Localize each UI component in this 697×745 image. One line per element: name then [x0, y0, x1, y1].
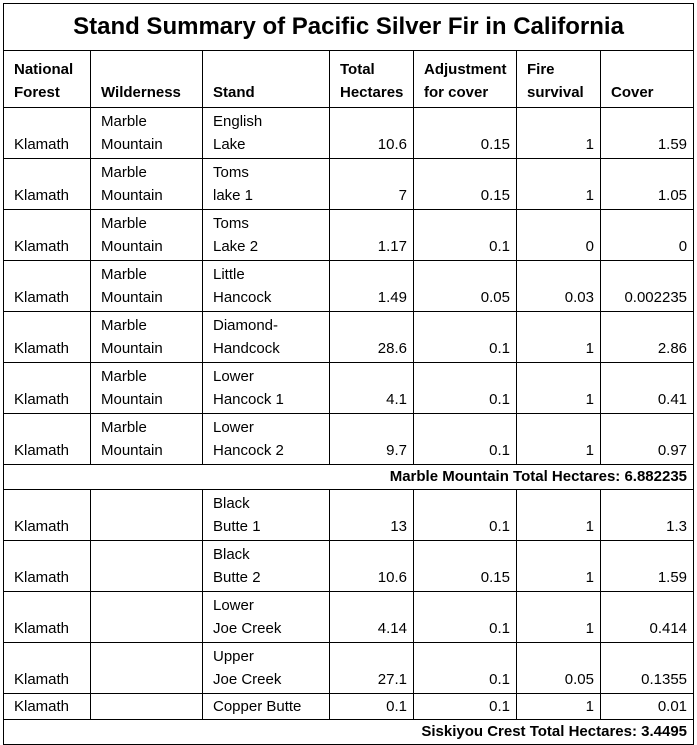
cell-cover: 1.59: [601, 108, 694, 159]
cell-total-hectares: 1.49: [330, 261, 414, 312]
cell-total-hectares: 7: [330, 159, 414, 210]
cell-total-hectares: 0.1: [330, 694, 414, 720]
cell-wilderness: Marble Mountain: [91, 108, 203, 159]
cell-stand: Lower Hancock 1: [203, 363, 330, 414]
cell-wilderness: [91, 541, 203, 592]
cell-stand: Black Butte 1: [203, 490, 330, 541]
cell-cover: 0.002235: [601, 261, 694, 312]
cell-fire-survival: 0.03: [517, 261, 601, 312]
cell-fire-survival: 1: [517, 490, 601, 541]
siskiyou-crest-group: [4, 490, 694, 720]
table-row: [4, 108, 694, 159]
cell-stand: Lower Hancock 2: [203, 414, 330, 465]
cell-fire-survival: 0: [517, 210, 601, 261]
table-title: Stand Summary of Pacific Silver Fir in California: [4, 4, 694, 51]
cell-stand: Diamond- Handcock: [203, 312, 330, 363]
cell-cover: 1.59: [601, 541, 694, 592]
header-adjustment: Adjustment for cover: [414, 51, 517, 108]
cell-fire-survival: 1: [517, 592, 601, 643]
cell-national-forest: Klamath: [4, 312, 91, 363]
cell-fire-survival: 1: [517, 108, 601, 159]
cell-fire-survival: 1: [517, 363, 601, 414]
cell-stand: Little Hancock: [203, 261, 330, 312]
cell-fire-survival: 0.05: [517, 643, 601, 694]
cell-total-hectares: 10.6: [330, 541, 414, 592]
cell-fire-survival: 1: [517, 541, 601, 592]
cell-cover: 1.3: [601, 490, 694, 541]
header-stand: Stand: [203, 51, 330, 108]
marble-mountain-group: [4, 108, 694, 465]
cell-national-forest: Klamath: [4, 592, 91, 643]
cell-cover: 0.01: [601, 694, 694, 720]
cell-national-forest: Klamath: [4, 694, 91, 720]
header-wilderness: Wilderness: [91, 51, 203, 108]
cell-total-hectares: 4.14: [330, 592, 414, 643]
cell-fire-survival: 1: [517, 159, 601, 210]
header-national-forest: National Forest: [4, 51, 91, 108]
cell-national-forest: Klamath: [4, 108, 91, 159]
header-total-hectares: Total Hectares: [330, 51, 414, 108]
cell-fire-survival: 1: [517, 694, 601, 720]
cell-adjustment: 0.1: [414, 592, 517, 643]
cell-wilderness: [91, 643, 203, 694]
cell-adjustment: 0.1: [414, 643, 517, 694]
cell-total-hectares: 1.17: [330, 210, 414, 261]
cell-stand: Black Butte 2: [203, 541, 330, 592]
cell-cover: 0.97: [601, 414, 694, 465]
cell-stand: Lower Joe Creek: [203, 592, 330, 643]
cell-adjustment: 0.1: [414, 694, 517, 720]
cell-total-hectares: 10.6: [330, 108, 414, 159]
table-row: [4, 312, 694, 363]
cell-fire-survival: 1: [517, 414, 601, 465]
cell-national-forest: Klamath: [4, 643, 91, 694]
cell-wilderness: Marble Mountain: [91, 363, 203, 414]
cell-cover: 2.86: [601, 312, 694, 363]
cell-stand: Toms lake 1: [203, 159, 330, 210]
cell-stand: Copper Butte: [203, 694, 330, 720]
cell-wilderness: Marble Mountain: [91, 414, 203, 465]
cell-adjustment: 0.1: [414, 210, 517, 261]
cell-wilderness: Marble Mountain: [91, 261, 203, 312]
cell-total-hectares: 4.1: [330, 363, 414, 414]
cell-national-forest: Klamath: [4, 210, 91, 261]
cell-stand: Upper Joe Creek: [203, 643, 330, 694]
cell-adjustment: 0.1: [414, 312, 517, 363]
cell-wilderness: [91, 694, 203, 720]
cell-adjustment: 0.1: [414, 363, 517, 414]
cell-cover: 0: [601, 210, 694, 261]
stand-summary-sheet: [3, 3, 693, 740]
cell-stand: English Lake: [203, 108, 330, 159]
cell-wilderness: Marble Mountain: [91, 159, 203, 210]
table-row: [4, 694, 694, 720]
cell-adjustment: 0.15: [414, 108, 517, 159]
cell-national-forest: Klamath: [4, 261, 91, 312]
table-row: [4, 210, 694, 261]
table-row: [4, 363, 694, 414]
table-row: [4, 643, 694, 694]
cell-fire-survival: 1: [517, 312, 601, 363]
cell-adjustment: 0.1: [414, 490, 517, 541]
cell-national-forest: Klamath: [4, 363, 91, 414]
table-row: [4, 541, 694, 592]
cell-wilderness: [91, 490, 203, 541]
cell-cover: 0.41: [601, 363, 694, 414]
stand-summary-table: [3, 3, 694, 745]
cell-wilderness: [91, 592, 203, 643]
cell-cover: 1.05: [601, 159, 694, 210]
cell-national-forest: Klamath: [4, 490, 91, 541]
table-row: [4, 592, 694, 643]
cell-national-forest: Klamath: [4, 159, 91, 210]
cell-adjustment: 0.15: [414, 159, 517, 210]
table-row: [4, 261, 694, 312]
cell-wilderness: Marble Mountain: [91, 312, 203, 363]
cell-cover: 0.414: [601, 592, 694, 643]
cell-total-hectares: 27.1: [330, 643, 414, 694]
cell-total-hectares: 28.6: [330, 312, 414, 363]
cell-cover: 0.1355: [601, 643, 694, 694]
cell-stand: Toms Lake 2: [203, 210, 330, 261]
cell-adjustment: 0.15: [414, 541, 517, 592]
table-row: [4, 490, 694, 541]
table-row: [4, 414, 694, 465]
cell-total-hectares: 9.7: [330, 414, 414, 465]
cell-adjustment: 0.05: [414, 261, 517, 312]
cell-adjustment: 0.1: [414, 414, 517, 465]
cell-national-forest: Klamath: [4, 541, 91, 592]
siskiyou-crest-total: Siskiyou Crest Total Hectares: 3.4495: [4, 720, 694, 745]
header-fire-survival: Fire survival: [517, 51, 601, 108]
header-row: [4, 51, 694, 108]
marble-mountain-total: Marble Mountain Total Hectares: 6.882235: [4, 465, 694, 490]
cell-national-forest: Klamath: [4, 414, 91, 465]
cell-wilderness: Marble Mountain: [91, 210, 203, 261]
cell-total-hectares: 13: [330, 490, 414, 541]
table-row: [4, 159, 694, 210]
header-cover: Cover: [601, 51, 694, 108]
